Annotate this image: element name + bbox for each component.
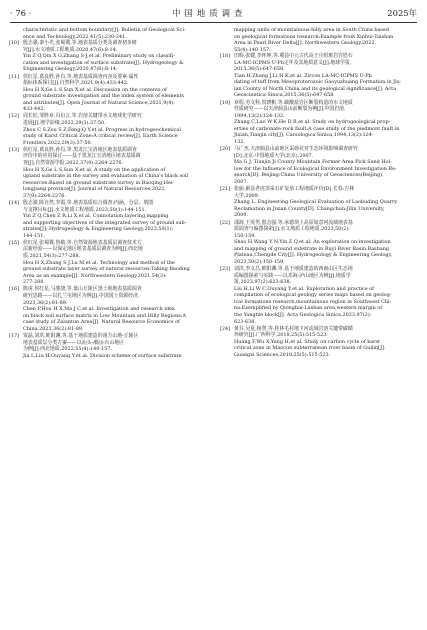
reference-entry: [220, 326, 418, 359]
reference-line: 132.: [234, 138, 245, 145]
reference-line: 黄芬,吴夏,杨慧,等.桂林毛村地下河流域岩溶关键带碳循: [234, 325, 353, 332]
reference-line: ground substrate investigation and the index system of elements: [23, 93, 184, 100]
reference-line: the Yangtze block[J]. Acta Geologica Sinica,2023,97(2):: [234, 311, 372, 318]
reference-entry: [9, 200, 207, 239]
reference-text: [234, 53, 418, 99]
reference-line: Area in Pearl River Delta[J]. Northwestern Geology,2022,: [234, 40, 377, 47]
issue-year: 2025年: [387, 8, 417, 18]
page-header: [10, 6, 417, 20]
reference-line: Guangxi Sciences,2018,25(5):515-523.: [234, 351, 331, 358]
reference-line: Plateau,Chengde City[J]. Hydrogeology & Engineering Geology,: [234, 252, 393, 259]
reference-line: strates[J]. Hydrogeology & Engineering Geology,2023,50(1):: [23, 226, 174, 233]
reference-entry: [220, 266, 418, 325]
reference-line: Liu H,Li W C,Ouyang Y,et al. Exploration and practice of: [234, 285, 374, 292]
reference-text: [23, 113, 207, 146]
reference-number: [15]: [9, 239, 20, 246]
reference-line: ence and Technology,2022,41(5):230-241.: [23, 33, 127, 40]
reference-line: ical formations research,mountainous region in Southwest Chi-: [234, 298, 392, 305]
reference-entry: [220, 186, 418, 219]
reference-number: [24]: [220, 325, 231, 332]
reference-line: 为例[J].西北地质,2022,55(4):140-157.: [23, 346, 112, 353]
reference-line: longjiang province[J]. Journal of Natural Resources,2022,: [23, 186, 166, 193]
reference-number: [13]: [9, 146, 20, 153]
reference-entry: [220, 146, 418, 185]
reference-line: [D].北京:中国地质大学(北京),2007.: [234, 152, 314, 159]
reference-line: 大学,2009.: [234, 192, 260, 199]
reference-line: on geological formations research:Example from Xinhui-Taishan: [234, 33, 394, 40]
reference-line: 150-159.: [234, 232, 256, 239]
reference-line: search[D]. Beijing:China University of Geosciences(Beijing),: [234, 172, 384, 179]
reference-line: resources:Based on ground substrate survey in Baoqing,Hei-: [23, 179, 175, 186]
reference-line: upland substrate in the survey and evaluation of China's black soil: [23, 173, 189, 180]
reference-line: compilation of ecological geology series maps based on geolog-: [234, 292, 392, 299]
reference-line: na:Exemplified by Qionghai-Lushan area,western margin of: [234, 305, 383, 312]
reference-line: Zhang C,Lao W K,He D B,et al. Study on hydrogeological prop-: [234, 119, 391, 126]
reference-line: 报,2023,97(2):623-638.: [234, 279, 292, 286]
reference-continuation: [220, 27, 418, 53]
reference-entry: [220, 100, 418, 146]
reference-line: 刘洪,李文昌,欧阳渊,等.基于地质建造的西南山区生态地: [234, 266, 353, 273]
reference-line: and attributes[J]. Open Journal of Natural Science,2021,9(4):: [23, 99, 175, 106]
page-number: · 76 ·: [10, 8, 32, 18]
reference-line: 侯红星,葛良胜,孙肖,等.黑龙江宝清地区地表基质调查: [23, 146, 137, 153]
reference-line: Tian H,Zhang J,Li H K,et al. Zircon LA-MC-ICPMS U-Pb: [234, 72, 372, 79]
reference-line: 1994,13(2):124-132.: [234, 112, 285, 119]
reference-number: [12]: [9, 113, 20, 120]
reference-line: 2023,36(2):81-89.: [23, 299, 68, 306]
reference-line: 质编图探索与实践——以邛海-泸山地区为例[J].地质学: [234, 272, 351, 279]
reference-entry: [220, 220, 418, 266]
reference-line: LA-MC-ICPMS U-Pb定年及其地质意义[J].地球学报,: [234, 59, 352, 66]
reference-continuation: [9, 27, 207, 40]
reference-line: low for the Influence of Ecological Environment Investigation Re-: [234, 165, 397, 172]
reference-line: 质调查与编图探索[J].水文地质工程地质,2023,50(2):: [234, 226, 350, 233]
reference-line: 55(4):140-157.: [234, 46, 271, 53]
reference-line: 研究思路——以扎兰屯地区为例[J].中国国土资源经济,: [23, 293, 140, 299]
reference-line: 马广杰.天津蓟县山前地区采砂坑对生态环境影响调查研究: [234, 146, 358, 153]
reference-line: and supporting objectives of the integrated survey of ground sub-: [23, 219, 187, 226]
reference-line: 邵海,王英男,殷志强,等.承德坝上高原如意河流域地表基: [234, 219, 353, 226]
reference-line: Geoscientica Sinica,2015,36(5):647-658.: [234, 92, 335, 99]
reference-line: on black soil surface matrix in Low Mountain and Hilly Regions:A: [23, 312, 186, 319]
reference-line: 张丽.蓟县老虎顶采石矿复垦工程地质评价[D].长春:吉林: [234, 186, 355, 193]
reference-line: 37(9):2264-2276.: [23, 192, 66, 199]
reference-line: and mapping of ground substrate in Ruyi River Basin,Bashang: [234, 245, 390, 252]
reference-number: [18]: [220, 53, 231, 60]
reference-entry: [9, 113, 207, 146]
reference-line: Jia L,Liu H,Ouyang Y,et al. Division scheme of surface substrate: [23, 352, 182, 359]
reference-entry: [9, 40, 207, 73]
reference-line: ground substrate layer survey of natural resources:Taking Baoding: [23, 266, 190, 273]
reference-line: 侯红星,张蜀冀,鲁敏,等.自然资源地表基质层调查技术方: [23, 239, 142, 246]
reference-text: [23, 333, 207, 359]
reference-text: [23, 200, 207, 239]
reference-text: [234, 146, 418, 185]
reference-line: 法新经验——以保定地区地表基质层调查为例[J].西北地: [23, 246, 143, 253]
reference-line: 性质研究——以天津蓟县山前断裂为例[J].中国岩溶,: [234, 106, 346, 113]
reference-entry: [9, 333, 207, 359]
reference-text: [234, 186, 418, 219]
reference-line: 质,2021,54(3):277-288.: [23, 253, 81, 260]
reference-line: erties of carbonate rock fault:A case study of the piedmont fault in: [234, 125, 400, 132]
reference-line: cation and investigation of surface substrate[J]. Hydrogeology &: [23, 59, 184, 66]
reference-line: Reclamation in Jixian County[D]. Changchun:Jilin University,: [234, 205, 385, 212]
reference-line: 623-638.: [234, 318, 256, 325]
reference-number: [20]: [220, 146, 231, 153]
reference-line: 与支撑目标[J].水文地质工程地质,2023,50(1):144-151.: [23, 206, 147, 213]
reference-line: Frontiers,2022,29(3):37-50.: [23, 139, 93, 146]
reference-line: 评价中的应用探讨——基于黑龙江宝清地区地表基质调: [23, 153, 141, 160]
reference-line: 殷志强,秦小光,张蜀冀,等.地表基质分类及调查初步研: [23, 40, 137, 47]
reference-line: 查[J].自然资源学报,2022,37(9):2264-2276.: [23, 160, 124, 166]
right-column: [220, 27, 418, 359]
reference-line: Chen P,Hou H X,Ma J C,et al. Investigation and research idea: [23, 306, 175, 313]
reference-line: case study of Zalantun Area[J]. Natural Resource Economics of: [23, 319, 180, 326]
reference-line: Yin Z Q,Qin X G,Zhang S J,et al. Preliminary study on classifi-: [23, 53, 175, 60]
reference-line: 侯红星,葛良胜,孙肖,等.地表基质调查内容及要素-属性: [23, 73, 139, 80]
reference-number: [22]: [220, 219, 231, 226]
reference-number: [23]: [220, 266, 231, 273]
reference-text: [234, 100, 418, 146]
reference-line: 指标体系探讨[J].自然科学,2021,9(4):433-442.: [23, 80, 129, 87]
reference-line: 2007.: [234, 178, 249, 185]
reference-text: [23, 147, 207, 199]
reference-line: 陈虏,侯红星,马骏骁,等.低山丘陵区黑土地地表基质调查: [23, 286, 142, 293]
reference-line: Engineering Geology,2020,47(6):8-14.: [23, 66, 118, 73]
reference-line: Ma G J. Tianjin Ji County Mountain Former Area Pick Sand Hol-: [234, 159, 392, 166]
reference-number: [17]: [9, 332, 20, 339]
reference-line: dating of tuff from Mesoproterozoic Gaoyuzhuang Formation in Jix-: [234, 79, 402, 86]
reference-line: 究[J].水文地质工程地质,2020,47(6):8-14.: [23, 46, 118, 53]
reference-number: [14]: [9, 199, 20, 206]
reference-line: ian County of North China and its geological significance[J]. Acta: [234, 85, 397, 92]
reference-line: Hou H X,Ge L S,Sun X,et al. Discussion on the contents of: [23, 86, 167, 93]
reference-line: 144-151.: [23, 232, 45, 239]
reference-text: [234, 326, 418, 359]
reference-line: 地表基质层分类方案——以汕头-潮汕-台山地区: [23, 339, 125, 346]
left-column: [9, 27, 207, 360]
reference-line: Jixian,Tianjin city[J]. Carsologica Sinica,1994,13(2):124-: [234, 132, 374, 139]
reference-text: [234, 220, 418, 266]
reference-line: 周长松,邹胜章,冯启言,等.岩溶关键带水文地球化学研究: [23, 113, 142, 120]
reference-line: Area as an example[J]. Northwestern Geology,2021,54(3):: [23, 272, 167, 279]
reference-line: 殷志强,陈自然,李霞,等.地表基质综合调查:内涵、分层、填图: [23, 199, 154, 206]
reference-text: [23, 240, 207, 286]
reference-line: Zhang L. Engineering Geological Evaluation of Laobuding Quarry: [234, 199, 398, 206]
reference-line: 2009.: [234, 212, 249, 219]
reference-entry: [9, 147, 207, 199]
reference-entry: [9, 74, 207, 113]
reference-line: 贾磊,刘洪,欧阳渊,等.基于地质建造的南方山地-丘陵区: [23, 332, 139, 339]
reference-line: 2015,36(5):647-658.: [234, 66, 285, 73]
reference-line: critical zone in Maocun subterranean river basin of Guilin[J].: [234, 345, 386, 352]
reference-line: Huang F,Wu X,Yang H,et al. Study on carbon cycle of karst: [234, 338, 380, 345]
reference-line: Hou H X,Ge L S,Sun X,et al. A study on the application of: [23, 166, 166, 173]
header-rule: [10, 22, 417, 23]
reference-text: [23, 40, 207, 73]
reference-number: [16]: [9, 286, 20, 293]
reference-line: Yin Z Q,Chen Z R,Li X,et al. Connotation,layering,mapping: [23, 213, 169, 220]
reference-line: Hou H X,Zhang S J,Lu M,et al. Technology and method of the: [23, 259, 175, 266]
reference-number: [11]: [9, 73, 20, 80]
reference-entry: [220, 53, 418, 99]
reference-text: [23, 74, 207, 113]
reference-number: [19]: [220, 99, 231, 106]
reference-entry: [9, 286, 207, 332]
reference-line: 田辉,张健,李怀坤,等.冀县中元古代高于庄组斑岩岩锆石: [234, 53, 353, 60]
reference-line: Shao H,Wang Y N,Yin Z Q,et al. An exploration on investigation: [234, 239, 391, 246]
reference-line: Zhou C S,Zou S Z,Feng Q Y,et al. Progress in hydrogeochemical: [23, 126, 181, 133]
reference-line: study of Karst Critical Zone:A critical review[J]. Earth Science: [23, 133, 178, 140]
reference-number: [21]: [220, 186, 231, 193]
journal-title: 中国地质调查: [172, 8, 247, 18]
reference-line: mapping units of mountainous-hilly area in South China based: [234, 27, 389, 33]
reference-line: 进展[J].地学前缘,2022,29(3):37-50.: [23, 120, 106, 127]
reference-text: [234, 266, 418, 325]
reference-line: characteristic and bottom boundary[J]. Bulletin of Geological Sci-: [23, 27, 186, 33]
reference-text: [23, 286, 207, 332]
reference-line: 2023,50(2):150-159.: [234, 258, 285, 265]
reference-entry: [9, 240, 207, 286]
reference-line: China,2023,36(2):81-89.: [23, 325, 84, 332]
reference-number: [10]: [9, 40, 20, 47]
reference-line: 章程,劳文科,贺晓彬,等.碳酸盐岩区断裂构造的水文地质: [234, 99, 353, 106]
reference-line: 433-442.: [23, 106, 45, 113]
reference-line: 277-288.: [23, 279, 45, 286]
reference-line: 环研究[J].广西科学,2018,25(5):515-523.: [234, 332, 328, 339]
